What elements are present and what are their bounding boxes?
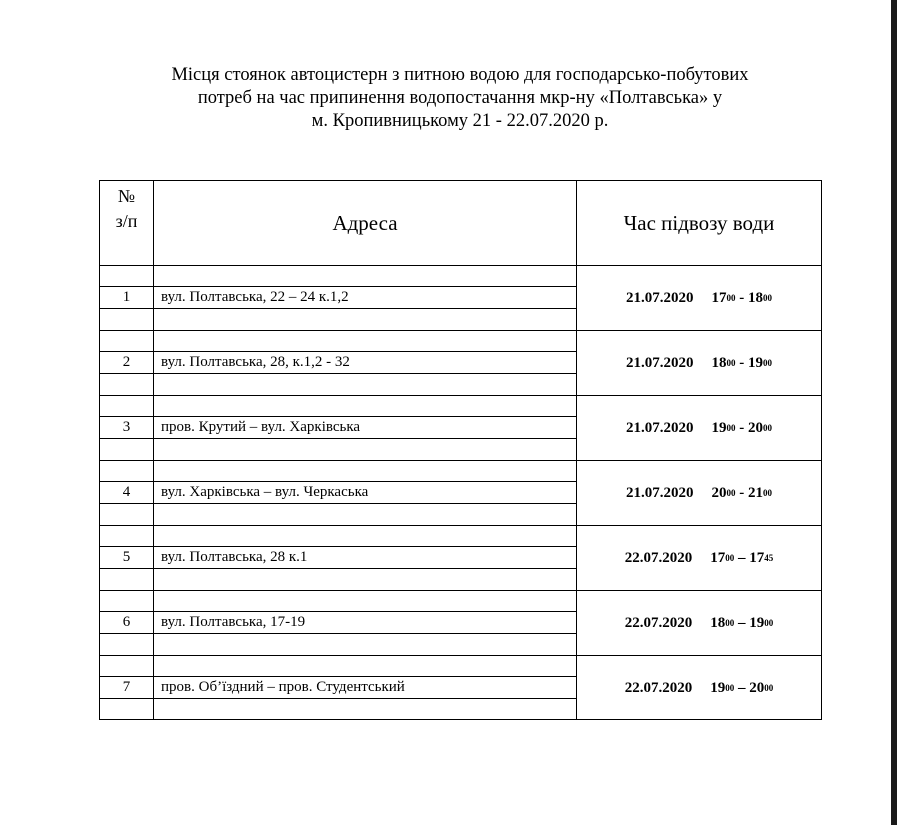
start-hour: 20: [711, 484, 727, 501]
row-time: 22.07.2020 18 00 – 19 00: [624, 614, 774, 631]
end-hour: 20: [748, 419, 763, 436]
row-address: вул. Полтавська, 17-19: [161, 614, 306, 630]
row-time: 21.07.2020 18 00 - 19 00: [626, 354, 772, 371]
row-number: 2: [122, 354, 131, 370]
row-date: 22.07.2020: [624, 679, 693, 696]
row-date: 21.07.2020: [626, 354, 694, 371]
time-separator: –: [734, 614, 750, 631]
row-date: 21.07.2020: [626, 419, 694, 436]
row-date: 21.07.2020: [626, 484, 694, 501]
start-hour: 18: [711, 354, 727, 371]
row-date: 21.07.2020: [626, 289, 694, 306]
header-number: [100, 184, 153, 234]
row-number: 1: [122, 289, 131, 305]
title-line-2: потреб на час припинення водопостачання мкр-ну «Полтавська» у: [197, 88, 723, 108]
row-number: 6: [122, 614, 131, 630]
subrow-line: [100, 633, 576, 634]
start-hour: 17: [711, 289, 727, 306]
end-hour: 19: [748, 354, 763, 371]
title-line-1: Місця стоянок автоцистерн з питною водою для господарсько-побутових: [171, 65, 749, 85]
schedule-table: [99, 180, 822, 720]
start-hour: 19: [711, 419, 727, 436]
row-date: 22.07.2020: [624, 549, 693, 566]
subrow-line: [100, 438, 576, 439]
header-address: Адреса: [332, 210, 398, 235]
row-time: 21.07.2020 19 00 - 20 00: [626, 419, 772, 436]
subrow-line: [100, 308, 576, 309]
end-hour: 18: [748, 289, 763, 306]
row-number: 4: [122, 484, 131, 500]
row-address: пров. Крутий – вул. Харківська: [161, 419, 361, 435]
time-separator: –: [734, 549, 750, 566]
time-separator: -: [735, 484, 748, 501]
time-separator: -: [735, 289, 748, 306]
row-date: 22.07.2020: [624, 614, 693, 631]
header-number-symbol: №: [117, 186, 136, 206]
end-hour: 20: [749, 679, 765, 696]
row-time: 21.07.2020 20 00 - 21 00: [626, 484, 772, 501]
row-number: 3: [122, 419, 131, 435]
title-line-3: м. Кропивницькому 21 - 22.07.2020 р.: [311, 111, 609, 131]
start-hour: 17: [710, 549, 726, 566]
viewer-edge: [891, 0, 897, 825]
end-hour: 17: [749, 549, 765, 566]
row-address: вул. Харківська – вул. Черкаська: [161, 484, 369, 500]
subrow-line: [100, 503, 576, 504]
row-address: вул. Полтавська, 22 – 24 к.1,2: [161, 289, 349, 305]
start-hour: 19: [710, 679, 726, 696]
time-separator: -: [735, 419, 748, 436]
subrow-line: [100, 698, 576, 699]
subrow-line: [100, 373, 576, 374]
row-address: пров. Об’їздний – пров. Студентський: [161, 679, 405, 695]
start-hour: 18: [710, 614, 726, 631]
row-address: вул. Полтавська, 28 к.1: [161, 549, 308, 565]
row-time: 22.07.2020 17 00 – 17 45: [624, 549, 774, 566]
end-hour: 19: [749, 614, 765, 631]
end-hour: 21: [748, 484, 763, 501]
document-title: [100, 64, 820, 133]
time-separator: –: [734, 679, 750, 696]
header-time: Час підвозу води: [623, 210, 775, 235]
row-time: 21.07.2020 17 00 - 18 00: [626, 289, 772, 306]
row-number: 5: [122, 549, 131, 565]
row-number: 7: [122, 679, 131, 695]
row-time: 22.07.2020 19 00 – 20 00: [624, 679, 774, 696]
header-number-label: з/п: [115, 211, 138, 231]
time-separator: -: [735, 354, 748, 371]
subrow-line: [100, 568, 576, 569]
row-address: вул. Полтавська, 28, к.1,2 - 32: [161, 354, 350, 370]
